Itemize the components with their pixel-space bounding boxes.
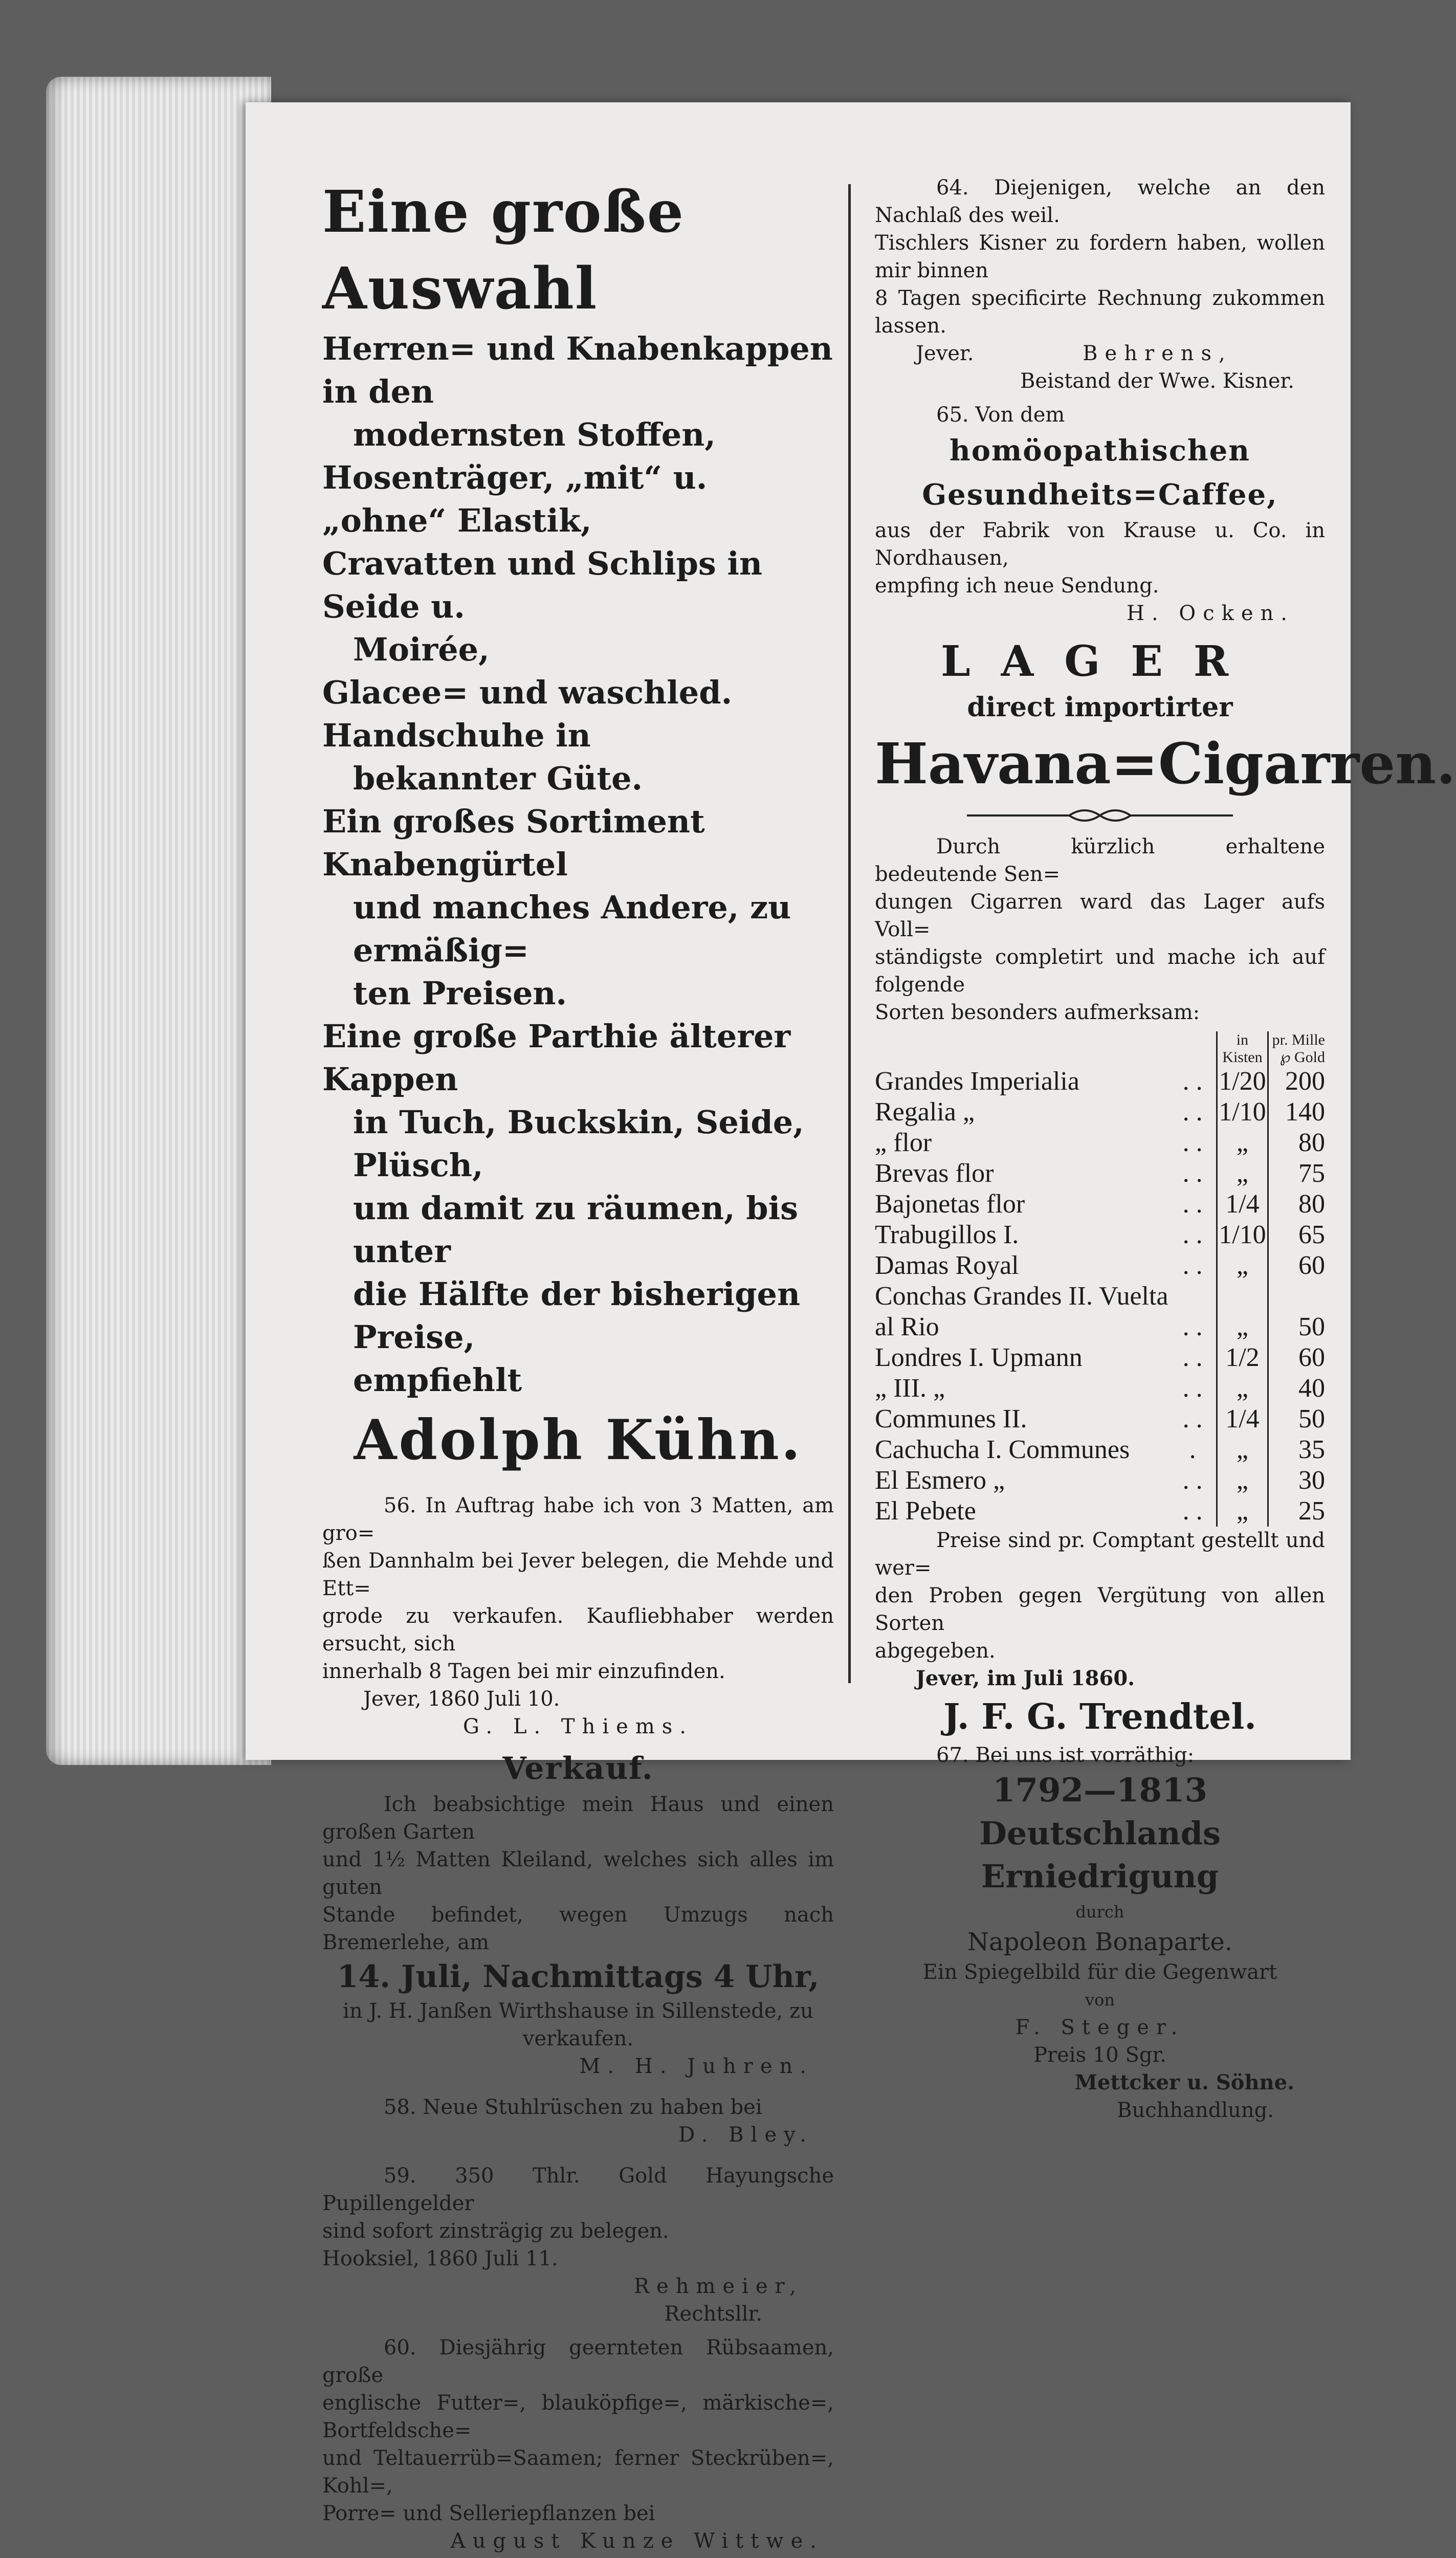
cigar-row <box>875 1250 1325 1281</box>
auswahl-lines-line: Eine große Parthie älterer Kappen <box>322 1018 791 1098</box>
cigar-qty <box>1217 1281 1268 1312</box>
publisher-type: Buchhandlung. <box>1117 2099 1274 2122</box>
cigar-row <box>875 1496 1325 1527</box>
cigar-price: 140 <box>1285 1097 1325 1127</box>
ad-56-body <box>322 1492 834 1685</box>
publisher-name: Mettcker u. Söhne. <box>1074 2070 1294 2094</box>
verkauf-place: in J. H. Janßen Wirthshause in Sillenstede, zu verkaufen. <box>343 1999 813 2050</box>
book-von: von <box>1085 1990 1115 2010</box>
cigar-name: al Rio <box>875 1312 939 1341</box>
cigar-qty: „ <box>1217 1250 1268 1281</box>
cigar-name: Communes II. <box>875 1404 1027 1434</box>
cigar-price: 30 <box>1298 1466 1325 1495</box>
ad-60-body <box>322 2334 834 2527</box>
intro-lines-line: Durch kürzlich erhaltene bedeutende Sen= <box>875 835 1325 886</box>
cigar-dots: . . <box>1182 1067 1203 1096</box>
price-note-body <box>875 1527 1325 1665</box>
price-lines-line: Preise sind pr. Comptant gestellt und wer= <box>875 1529 1325 1580</box>
cigar-price: 200 <box>1285 1067 1325 1096</box>
auswahl-ad-body <box>322 327 834 1402</box>
ad-59-signature: Rehmeier, <box>633 2275 803 2298</box>
cigar-name: Londres I. Upmann <box>875 1343 1083 1372</box>
cigar-dots: . . <box>1182 1374 1203 1403</box>
cigar-name: El Pebete <box>875 1496 976 1526</box>
ad-59-body <box>322 2162 834 2245</box>
cigar-price: 40 <box>1298 1374 1325 1403</box>
verkauf-signature: M. H. Juhren. <box>579 2055 813 2078</box>
cigar-qty: „ <box>1217 1465 1268 1496</box>
cigar-price: 50 <box>1298 1312 1325 1341</box>
cigar-price-table <box>875 1031 1325 1527</box>
cigar-price: 50 <box>1298 1404 1325 1434</box>
cigar-qty: 1/4 <box>1217 1189 1268 1220</box>
cigar-price: 25 <box>1298 1496 1325 1526</box>
cigar-name: Conchas Grandes II. Vuelta <box>875 1282 1168 1311</box>
ad56-lines-line: 56. In Auftrag habe ich von 3 Matten, am gro= <box>322 1494 834 1545</box>
auswahl-lines-line: ten Preisen. <box>353 975 567 1012</box>
cigar-dots: . . <box>1182 1496 1203 1526</box>
cigar-dots: . . <box>1182 1343 1203 1372</box>
ad-64-signature: Behrens, <box>1083 342 1232 365</box>
ad60-lines-line: Porre= und Selleriepflanzen bei <box>322 2502 655 2525</box>
cigar-row <box>875 1066 1325 1097</box>
ad-64-body <box>875 174 1325 340</box>
col-gold-label: ℘ Gold <box>1279 1049 1325 1066</box>
ad-65-intro: 65. Von dem <box>936 403 1065 427</box>
cigar-qty: „ <box>1217 1312 1268 1342</box>
ad-65-title: homöopathischen Gesundheits=Caffee, <box>922 434 1278 512</box>
cigar-row <box>875 1097 1325 1128</box>
cigar-dots: . . <box>1182 1220 1203 1249</box>
verkauf-body <box>322 1791 834 1956</box>
book-price: Preis 10 Sgr. <box>1033 2043 1166 2067</box>
cigar-table-wrap <box>875 1031 1325 1527</box>
cigar-qty: „ <box>1217 1158 1268 1189</box>
auswahl-lines-line: Glacee= und waschled. Handschuhe in <box>322 674 733 754</box>
book-spiegelbild: Ein Spiegelbild für die Gegenwart <box>922 1960 1277 1984</box>
cigar-name: „ III. „ <box>875 1374 945 1403</box>
col-header-price <box>1268 1031 1325 1066</box>
intro-lines-line: ständigste completirt und mache ich auf folgende <box>875 945 1325 997</box>
ad60-lines-line: englische Futter=, blauköpfige=, märkische=, Bortfeldsche= <box>322 2391 834 2442</box>
cigar-dots: . . <box>1182 1312 1203 1341</box>
ornament-icon <box>967 805 1233 826</box>
auswahl-lines-line: Ein großes Sortiment Knabengürtel <box>322 803 705 883</box>
col-pr-label: pr. Mille <box>1272 1031 1325 1048</box>
cigar-price: 80 <box>1298 1189 1325 1219</box>
auswahl-lines-line: Cravatten und Schlips in Seide u. <box>322 545 763 625</box>
verkauf-date: 14. Juli, Nachmittags 4 Uhr, <box>337 1959 820 1995</box>
ad-67-intro: 67. Bei uns ist vorräthig: <box>936 1744 1195 1767</box>
cigar-price: 75 <box>1298 1159 1325 1188</box>
book-napoleon: Napoleon Bonaparte. <box>967 1928 1232 1956</box>
cigar-qty: 1/20 <box>1217 1066 1268 1097</box>
price-lines-line: abgegeben. <box>875 1639 996 1663</box>
ad59-lines-line: sind sofort zinsträgig zu belegen. <box>322 2219 669 2243</box>
cigar-qty: „ <box>1217 1496 1268 1527</box>
col-in-label: in <box>1236 1031 1249 1048</box>
cigar-row <box>875 1342 1325 1373</box>
verkauf-lines-line: Stande befindet, wegen Umzugs nach Bremerlehe, am <box>322 1903 834 1954</box>
ad64-lines-line: 64. Diejenigen, welche an den Nachlaß des weil. <box>875 176 1325 227</box>
cigar-qty: 1/10 <box>1217 1220 1268 1250</box>
price-place: Jever, im Juli 1860. <box>916 1666 1135 1690</box>
book-author: F. Steger. <box>1015 2016 1185 2039</box>
cigar-dots: . . <box>1182 1159 1203 1188</box>
book-page-edges <box>46 77 271 1765</box>
ad-64-place-text: Jever. <box>916 342 974 365</box>
cigar-qty: „ <box>1217 1373 1268 1404</box>
auswahl-lines-line: Moirée, <box>353 631 490 668</box>
auswahl-lines-line: um damit zu räumen, bis unter <box>353 1189 799 1270</box>
verkauf-title: Verkauf. <box>502 1751 654 1787</box>
ad56-lines-line: grode zu verkaufen. Kaufliebhaber werden ersucht, sich <box>322 1604 834 1656</box>
ad-64-signature-title: Beistand der Wwe. Kisner. <box>1020 369 1294 393</box>
cigar-name: „ flor <box>875 1128 932 1157</box>
cigar-dots: . . <box>1182 1097 1203 1127</box>
cigar-dots: . . <box>1182 1466 1203 1495</box>
cigar-table-header <box>875 1031 1325 1066</box>
cigar-name: Damas Royal <box>875 1251 1019 1280</box>
ad-60-signature: August Kunze Wittwe. <box>450 2529 824 2553</box>
ad64-lines-line: 8 Tagen specificirte Rechnung zukommen lassen. <box>875 286 1325 338</box>
ad-64-place <box>875 340 1325 367</box>
intro-lines-line: dungen Cigarren ward das Lager aufs Voll= <box>875 890 1325 941</box>
cigar-dots: . . <box>1182 1404 1203 1434</box>
verkauf-lines-line: Ich beabsichtige mein Haus und einen großen Garten <box>322 1793 834 1844</box>
ad-59-place: Hooksiel, 1860 Juli 11. <box>322 2247 558 2270</box>
havana-cigarren-heading: Havana=Cigarren. <box>875 731 1456 797</box>
cigar-price: 60 <box>1298 1251 1325 1280</box>
cigar-row <box>875 1128 1325 1158</box>
cigar-price: 60 <box>1298 1343 1325 1372</box>
lager-heading: LAGER <box>941 637 1259 686</box>
direct-importirter: direct importirter <box>967 692 1233 723</box>
cigar-name: Bajonetas flor <box>875 1189 1025 1219</box>
ad64-lines-line: Tischlers Kisner zu fordern haben, wollen mir binnen <box>875 231 1325 282</box>
col-header-in-kisten <box>1217 1031 1268 1066</box>
cigar-dots: . . <box>1182 1189 1203 1219</box>
auswahl-lines-line: und manches Andere, zu ermäßig= <box>353 889 791 969</box>
auswahl-lines-line: Herren= und Knabenkappen in den <box>322 330 833 410</box>
auswahl-title: Eine große Auswahl <box>322 179 685 322</box>
ad-65-signature: H. Ocken. <box>1127 602 1294 625</box>
cigar-row <box>875 1220 1325 1250</box>
cigar-qty: „ <box>1217 1435 1268 1465</box>
cigar-name: Brevas flor <box>875 1159 994 1188</box>
column-divider <box>848 184 851 1683</box>
ad-65-body <box>875 517 1325 600</box>
cigar-row <box>875 1404 1325 1435</box>
cigar-dots: . <box>1189 1435 1196 1464</box>
cigar-row <box>875 1312 1325 1342</box>
col-kisten-label: Kisten <box>1222 1049 1263 1066</box>
cigar-qty: 1/10 <box>1217 1097 1268 1128</box>
price-lines-line: den Proben gegen Vergütung von allen Sorten <box>875 1584 1325 1635</box>
verkauf-lines-line: und 1½ Matten Kleiland, welches sich alles im guten <box>322 1848 834 1899</box>
cigar-price <box>1268 1281 1325 1312</box>
auswahl-lines-line: modernsten Stoffen, <box>353 416 716 453</box>
cigar-qty: 1/4 <box>1217 1404 1268 1435</box>
auswahl-lines-line: Hosenträger, „mit“ u. „ohne“ Elastik, <box>322 459 708 539</box>
right-column <box>875 174 1456 2124</box>
trendtel-signature: J. F. G. Trendtel. <box>943 1696 1256 1737</box>
cigar-name: El Esmero „ <box>875 1466 1005 1495</box>
cigar-row <box>875 1158 1325 1189</box>
ad65-lines-line: empfing ich neue Sendung. <box>875 574 1159 598</box>
left-column <box>322 174 834 2558</box>
ad-59-signature-title: Rechtsllr. <box>664 2302 762 2326</box>
cigar-name: Regalia „ <box>875 1097 975 1127</box>
ad56-lines-line: ßen Dannhalm bei Jever belegen, die Mehde und Ett= <box>322 1549 834 1600</box>
intro-lines-line: Sorten besonders aufmerksam: <box>875 1001 1200 1024</box>
cigar-row <box>875 1435 1325 1465</box>
auswahl-lines-line: empfiehlt <box>353 1361 522 1399</box>
cigar-row <box>875 1465 1325 1496</box>
auswahl-lines-line: die Hälfte der bisherigen Preise, <box>353 1275 801 1356</box>
cigar-row <box>875 1281 1325 1312</box>
ad-58-body: 58. Neue Stuhlrüschen zu haben bei <box>384 2096 762 2119</box>
cigar-qty: „ <box>1217 1128 1268 1158</box>
book-years: 1792—1813 <box>992 1771 1208 1810</box>
cigar-qty: 1/2 <box>1217 1342 1268 1373</box>
cigar-dots: . . <box>1182 1251 1203 1280</box>
cigar-price: 35 <box>1298 1435 1325 1464</box>
ad-56-signature: G. L. Thiems. <box>462 1715 694 1738</box>
ad60-lines-line: und Teltauerrüb=Saamen; ferner Steckrüben=, Kohl=, <box>322 2446 834 2498</box>
ad65-lines-line: aus der Fabrik von Krause u. Co. in Nordhausen, <box>875 519 1325 570</box>
cigar-dots: . . <box>1182 1128 1203 1157</box>
cigar-row <box>875 1189 1325 1220</box>
cigar-row <box>875 1373 1325 1404</box>
auswahl-signature: Adolph Kühn. <box>354 1408 803 1472</box>
auswahl-lines-line: bekannter Güte. <box>353 760 643 797</box>
cigar-intro-body <box>875 833 1325 1026</box>
ad60-lines-line: 60. Diesjährig geernteten Rübsaamen, große <box>322 2336 834 2387</box>
ad56-lines-line: innerhalb 8 Tagen bei mir einzufinden. <box>322 1660 725 1683</box>
cigar-price: 65 <box>1298 1220 1325 1249</box>
cigar-price: 80 <box>1298 1128 1325 1157</box>
ad-58-signature: D. Bley. <box>678 2123 813 2147</box>
ad59-lines-line: 59. 350 Thlr. Gold Hayungsche Pupillengelder <box>322 2164 834 2215</box>
book-durch: durch <box>1075 1902 1124 1922</box>
cigar-name: Grandes Imperialia <box>875 1067 1079 1096</box>
cigar-dots <box>1170 1281 1217 1312</box>
book-title: Deutschlands Erniedrigung <box>979 1815 1221 1895</box>
auswahl-lines-line: in Tuch, Buckskin, Seide, Plüsch, <box>353 1104 804 1184</box>
ad-56-place: Jever, 1860 Juli 10. <box>363 1687 560 1711</box>
newspaper-page <box>246 102 1456 2553</box>
ornament-divider <box>875 802 1325 833</box>
cigar-name: Trabugillos I. <box>875 1220 1019 1249</box>
cigar-name: Cachucha I. Communes <box>875 1435 1130 1464</box>
